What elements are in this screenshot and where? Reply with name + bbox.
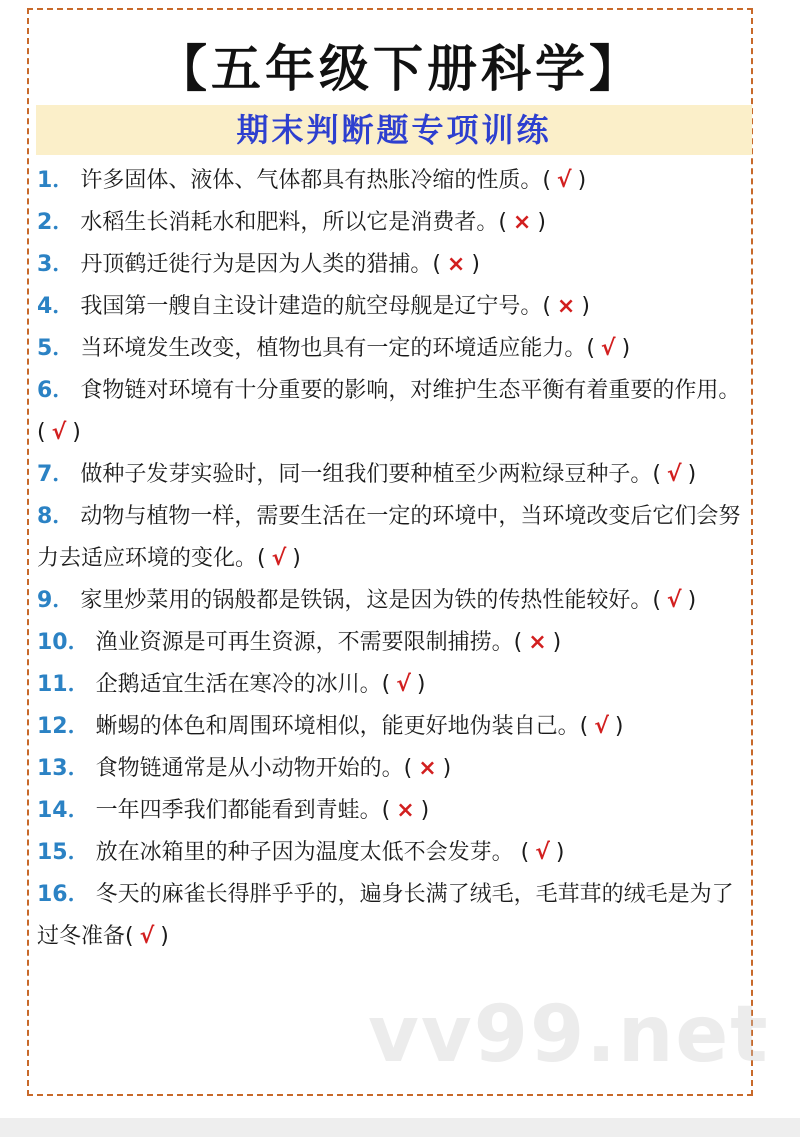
question-number: 6．: [37, 378, 75, 403]
question-number: 16．: [37, 882, 90, 907]
answer-mark: √: [51, 420, 67, 445]
question-item-7: [37, 454, 755, 496]
answer-close: ): [160, 924, 169, 949]
question-number: 9．: [37, 588, 75, 613]
question-number: 11．: [37, 672, 90, 697]
answer-close: ): [621, 336, 631, 361]
question-text: 蜥蜴的体色和周围环境相似，能更好地伪装自己。(: [95, 714, 589, 739]
answer-mark: ×: [512, 210, 532, 235]
question-number: 4．: [37, 294, 75, 319]
answer-mark: ×: [396, 798, 415, 823]
question-text: 食物链对环境有十分重要的影响，对维护生态平衡有着重要的作用。 (: [37, 378, 741, 445]
answer-close: ): [442, 756, 452, 781]
question-text: 我国第一艘自主设计建造的航空母舰是辽宁号。(: [80, 294, 551, 319]
answer-mark: ×: [528, 630, 547, 655]
question-item-10: [37, 622, 755, 664]
question-text: 冬天的麻雀长得胖乎乎的，遍身长满了绒毛，毛茸茸的绒毛是为了过冬准备(: [37, 882, 734, 949]
question-text: 食物链通常是从小动物开始的。(: [95, 756, 413, 781]
question-text: 一年四季我们都能看到青蛙。(: [95, 798, 391, 823]
answer-mark: √: [535, 840, 550, 865]
question-text: 动物与植物一样，需要生活在一定的环境中，当环境改变后它们会努力去适应环境的变化。(: [37, 504, 741, 571]
answer-mark: ×: [556, 294, 576, 319]
question-item-9: [37, 580, 755, 622]
answer-close: ): [420, 798, 430, 823]
watermark: vv99.net: [368, 990, 770, 1080]
question-item-1: [37, 160, 755, 202]
answer-mark: √: [139, 924, 155, 949]
question-number: 7．: [37, 462, 75, 487]
bottom-strip: [0, 1118, 800, 1137]
answer-close: ): [581, 294, 590, 319]
question-item-12: [37, 706, 755, 748]
question-number: 2．: [37, 210, 75, 235]
answer-mark: √: [666, 462, 682, 487]
subtitle-banner: [36, 105, 752, 155]
answer-close: ): [292, 546, 301, 571]
question-item-11: [37, 664, 755, 706]
question-text: 许多固体、液体、气体都具有热胀冷缩的性质。(: [80, 168, 551, 193]
answer-mark: √: [666, 588, 682, 613]
question-item-13: [37, 748, 755, 790]
answer-close: ): [552, 630, 562, 655]
question-number: 1．: [37, 168, 75, 193]
answer-close: ): [687, 588, 697, 613]
answer-mark: √: [271, 546, 287, 571]
answer-mark: ×: [446, 252, 466, 277]
question-number: 5．: [37, 336, 75, 361]
question-item-15: [37, 832, 755, 874]
question-number: 12．: [37, 714, 90, 739]
question-item-4: [37, 286, 755, 328]
question-number: 13．: [37, 756, 90, 781]
question-number: 8．: [37, 504, 75, 529]
answer-close: ): [555, 840, 565, 865]
answer-close: ): [72, 420, 81, 445]
answer-close: ): [687, 462, 697, 487]
question-item-5: [37, 328, 755, 370]
answer-close: ): [577, 168, 587, 193]
question-number: 10．: [37, 630, 90, 655]
question-item-3: [37, 244, 755, 286]
answer-close: ): [471, 252, 480, 277]
answer-mark: √: [600, 336, 616, 361]
question-item-2: [37, 202, 755, 244]
question-number: 14．: [37, 798, 90, 823]
answer-mark: ×: [418, 756, 437, 781]
answer-close: ): [416, 672, 426, 697]
question-text: 做种子发芽实验时，同一组我们要种植至少两粒绿豆种子。(: [80, 462, 661, 487]
question-item-16: [37, 874, 755, 958]
answer-mark: √: [396, 672, 411, 697]
question-list: [37, 160, 755, 958]
page-subtitle: 期末判断题专项训练: [236, 111, 552, 149]
answer-close: ): [614, 714, 624, 739]
question-text: 丹顶鹤迁徙行为是因为人类的猎捕。(: [80, 252, 441, 277]
answer-close: ): [537, 210, 546, 235]
question-text: 水稻生长消耗水和肥料，所以它是消费者。(: [80, 210, 507, 235]
question-text: 家里炒菜用的锅般都是铁锅，这是因为铁的传热性能较好。(: [80, 588, 661, 613]
question-number: 3．: [37, 252, 75, 277]
answer-mark: √: [594, 714, 609, 739]
answer-mark: √: [556, 168, 572, 193]
question-item-14: [37, 790, 755, 832]
question-number: 15．: [37, 840, 90, 865]
question-item-6: [37, 370, 755, 454]
question-text: 渔业资源是可再生资源，不需要限制捕捞。(: [95, 630, 523, 655]
page-title: 【五年级下册科学】: [157, 40, 643, 98]
question-text: 企鹅适宜生活在寒冷的冰川。(: [95, 672, 391, 697]
question-text: 放在冰箱里的种子因为温度太低不会发芽。 (: [95, 840, 530, 865]
question-item-8: [37, 496, 755, 580]
question-text: 当环境发生改变，植物也具有一定的环境适应能力。(: [80, 336, 595, 361]
